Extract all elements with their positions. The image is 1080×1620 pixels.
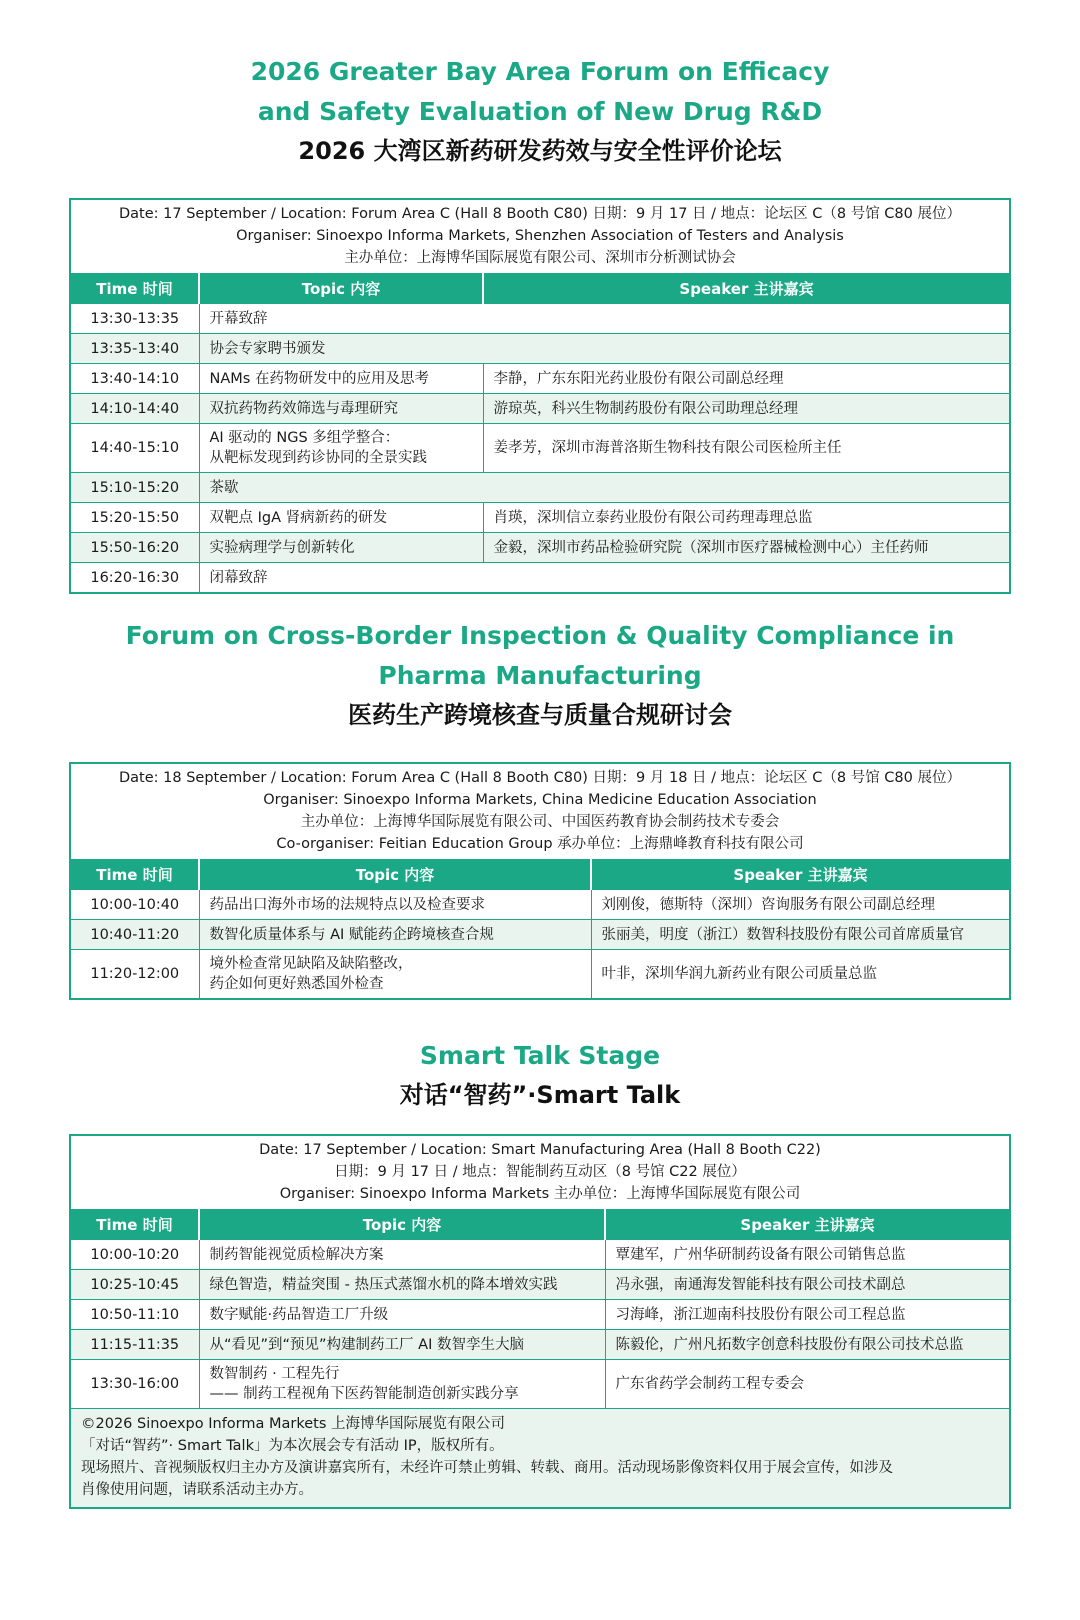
- time-cell: 13:40-14:10: [71, 364, 199, 394]
- section1-info: [71, 200, 1009, 273]
- time-cell: 10:40-11:20: [71, 920, 199, 950]
- speaker-header: Speaker 主讲嘉宾: [605, 1209, 1009, 1240]
- topic-cell: 数智化质量体系与 AI 赋能药企跨境核查合规: [199, 920, 591, 950]
- table-header-row: [71, 273, 1009, 304]
- table-row: [71, 1270, 1009, 1300]
- section2-schedule-box: [69, 762, 1011, 1000]
- topic-cell: 双抗药物药效筛选与毒理研究: [199, 394, 483, 424]
- section2-info-line: Co-organiser: Feitian Education Group 承办单位：上海鼎峰教育科技有限公司: [276, 836, 804, 852]
- copyright-footer: [71, 1408, 1009, 1507]
- section1-title-cn: 2026 大湾区新药研发药效与安全性评价论坛: [298, 137, 782, 165]
- speaker-cell: 冯永强，南通海发智能科技有限公司技术副总: [605, 1270, 1009, 1300]
- topic-header: Topic 内容: [199, 1209, 605, 1240]
- table-row: [71, 473, 1009, 503]
- section3-info-line: Date: 17 September / Location: Smart Manufacturing Area (Hall 8 Booth C22): [259, 1142, 821, 1158]
- table-row: [71, 563, 1009, 593]
- speaker-cell: 刘刚俊，德斯特（深圳）咨询服务有限公司副总经理: [591, 890, 1009, 920]
- time-cell: 15:20-15:50: [71, 503, 199, 533]
- section1-table: [71, 273, 1009, 592]
- topic-cell: [199, 950, 591, 999]
- time-cell: 13:30-13:35: [71, 304, 199, 334]
- topic-header: Topic 内容: [199, 273, 483, 304]
- table-header-row: [71, 1209, 1009, 1240]
- table-row: [71, 503, 1009, 533]
- topic-line: AI 驱动的 NGS 多组学整合：: [209, 430, 400, 446]
- section1-schedule-box: [69, 198, 1011, 594]
- section2-info-line: 主办单位：上海博华国际展览有限公司、中国医药教育协会制药技术专委会: [300, 814, 780, 830]
- section3-info: [71, 1136, 1009, 1209]
- section1-heading: [0, 52, 1080, 170]
- time-cell: 10:00-10:40: [71, 890, 199, 920]
- section3-heading: [0, 1036, 1080, 1114]
- section2-info-line: Date: 18 September / Location: Forum Area C (Hall 8 Booth C80) 日期：9 月 18 日 / 地点：论坛区 C（8 号馆 C80 展位）: [118, 770, 961, 786]
- topic-header: Topic 内容: [199, 859, 591, 890]
- topic-cell: 开幕致辞: [199, 304, 1009, 334]
- table-row: [71, 1300, 1009, 1330]
- topic-line: 数智制药 · 工程先行: [209, 1366, 340, 1382]
- table-row: [71, 950, 1009, 999]
- table-row: [71, 334, 1009, 364]
- time-cell: 10:00-10:20: [71, 1240, 199, 1270]
- topic-cell: NAMs 在药物研发中的应用及思考: [199, 364, 483, 394]
- time-header: Time 时间: [71, 273, 199, 304]
- section2-info-line: Organiser: Sinoexpo Informa Markets, China Medicine Education Association: [263, 792, 817, 808]
- time-header: Time 时间: [71, 859, 199, 890]
- topic-line: 药企如何更好熟悉国外检查: [209, 976, 384, 992]
- time-cell: 15:10-15:20: [71, 473, 199, 503]
- time-cell: 11:20-12:00: [71, 950, 199, 999]
- footer-line: 「对话“智药”· Smart Talk」为本次展会专有活动 IP，版权所有。: [81, 1438, 504, 1454]
- topic-cell: 双靶点 IgA 肾病新药的研发: [199, 503, 483, 533]
- speaker-cell: 广东省药学会制药工程专委会: [605, 1360, 1009, 1409]
- speaker-cell: 李静，广东东阳光药业股份有限公司副总经理: [483, 364, 1009, 394]
- table-row: [71, 394, 1009, 424]
- speaker-cell: 姜孝芳，深圳市海普洛斯生物科技有限公司医检所主任: [483, 424, 1009, 473]
- topic-cell: 协会专家聘书颁发: [199, 334, 1009, 364]
- footer-line: ©2026 Sinoexpo Informa Markets 上海博华国际展览有限公司: [81, 1416, 506, 1432]
- topic-cell: 实验病理学与创新转化: [199, 533, 483, 563]
- table-header-row: [71, 859, 1009, 890]
- table-row: [71, 364, 1009, 394]
- speaker-cell: 肖瑛，深圳信立泰药业股份有限公司药理毒理总监: [483, 503, 1009, 533]
- speaker-cell: 覃建军，广州华研制药设备有限公司销售总监: [605, 1240, 1009, 1270]
- speaker-cell: 金毅，深圳市药品检验研究院（深圳市医疗器械检测中心）主任药师: [483, 533, 1009, 563]
- section3-table: [71, 1209, 1009, 1408]
- topic-line: 境外检查常见缺陷及缺陷整改，: [209, 956, 413, 972]
- section2-table: [71, 859, 1009, 998]
- speaker-header: Speaker 主讲嘉宾: [483, 273, 1009, 304]
- footer-line: 肖像使用问题，请联系活动主办方。: [81, 1482, 313, 1498]
- section1-title-en-2: and Safety Evaluation of New Drug R&D: [257, 97, 823, 126]
- topic-cell: 数字赋能·药品智造工厂升级: [199, 1300, 605, 1330]
- topic-cell: [199, 424, 483, 473]
- topic-cell: 闭幕致辞: [199, 563, 1009, 593]
- section1-info-line: Date: 17 September / Location: Forum Area C (Hall 8 Booth C80) 日期：9 月 17 日 / 地点：论坛区 C（8 号馆 C80 展位）: [118, 206, 961, 222]
- section2-info: [71, 764, 1009, 859]
- time-cell: 15:50-16:20: [71, 533, 199, 563]
- time-cell: 11:15-11:35: [71, 1330, 199, 1360]
- table-row: [71, 920, 1009, 950]
- topic-cell: [199, 1360, 605, 1409]
- table-row: [71, 1240, 1009, 1270]
- table-row: [71, 1330, 1009, 1360]
- table-row: [71, 424, 1009, 473]
- table-row: [71, 533, 1009, 563]
- time-cell: 14:40-15:10: [71, 424, 199, 473]
- section2-title-en-2: Pharma Manufacturing: [378, 661, 702, 690]
- time-cell: 16:20-16:30: [71, 563, 199, 593]
- section2-title-en-1: Forum on Cross-Border Inspection & Quality Compliance in: [125, 621, 955, 650]
- time-cell: 14:10-14:40: [71, 394, 199, 424]
- section1-info-line: 主办单位：上海博华国际展览有限公司、深圳市分析测试协会: [344, 250, 736, 266]
- section2-heading: [0, 616, 1080, 734]
- speaker-cell: 陈毅伦，广州凡拓数字创意科技股份有限公司技术总监: [605, 1330, 1009, 1360]
- topic-cell: 茶歇: [199, 473, 1009, 503]
- footer-line: 现场照片、音视频版权归主办方及演讲嘉宾所有，未经许可禁止剪辑、转载、商用。活动现场影像资料仅用于展会宣传，如涉及: [81, 1460, 893, 1476]
- speaker-cell: 习海峰，浙江迦南科技股份有限公司工程总监: [605, 1300, 1009, 1330]
- topic-line: 从靶标发现到药诊协同的全景实践: [209, 450, 427, 466]
- time-header: Time 时间: [71, 1209, 199, 1240]
- speaker-header: Speaker 主讲嘉宾: [591, 859, 1009, 890]
- speaker-cell: 叶非，深圳华润九新药业有限公司质量总监: [591, 950, 1009, 999]
- section3-title-en: Smart Talk Stage: [419, 1041, 661, 1070]
- section1-info-line: Organiser: Sinoexpo Informa Markets, Shenzhen Association of Testers and Analysis: [236, 228, 844, 244]
- time-cell: 13:30-16:00: [71, 1360, 199, 1409]
- time-cell: 10:25-10:45: [71, 1270, 199, 1300]
- section3-schedule-box: [69, 1134, 1011, 1509]
- speaker-cell: 张丽美，明度（浙江）数智科技股份有限公司首席质量官: [591, 920, 1009, 950]
- table-row: [71, 1360, 1009, 1409]
- time-cell: 13:35-13:40: [71, 334, 199, 364]
- section3-info-line: 日期：9 月 17 日 / 地点：智能制药互动区（8 号馆 C22 展位）: [334, 1164, 746, 1180]
- time-cell: 10:50-11:10: [71, 1300, 199, 1330]
- table-row: [71, 890, 1009, 920]
- section2-title-cn: 医药生产跨境核查与质量合规研讨会: [348, 701, 732, 729]
- topic-cell: 从“看见”到“预见”构建制药工厂 AI 数智孪生大脑: [199, 1330, 605, 1360]
- section3-title-cn: 对话“智药”·Smart Talk: [399, 1081, 681, 1109]
- topic-cell: 绿色智造，精益突围 - 热压式蒸馏水机的降本增效实践: [199, 1270, 605, 1300]
- topic-line: —— 制药工程视角下医药智能制造创新实践分享: [209, 1386, 519, 1402]
- section3-info-line: Organiser: Sinoexpo Informa Markets 主办单位：上海博华国际展览有限公司: [279, 1186, 801, 1202]
- speaker-cell: 游琼英，科兴生物制药股份有限公司助理总经理: [483, 394, 1009, 424]
- topic-cell: 药品出口海外市场的法规特点以及检查要求: [199, 890, 591, 920]
- table-row: [71, 304, 1009, 334]
- section1-title-en-1: 2026 Greater Bay Area Forum on Efficacy: [250, 57, 830, 86]
- topic-cell: 制药智能视觉质检解决方案: [199, 1240, 605, 1270]
